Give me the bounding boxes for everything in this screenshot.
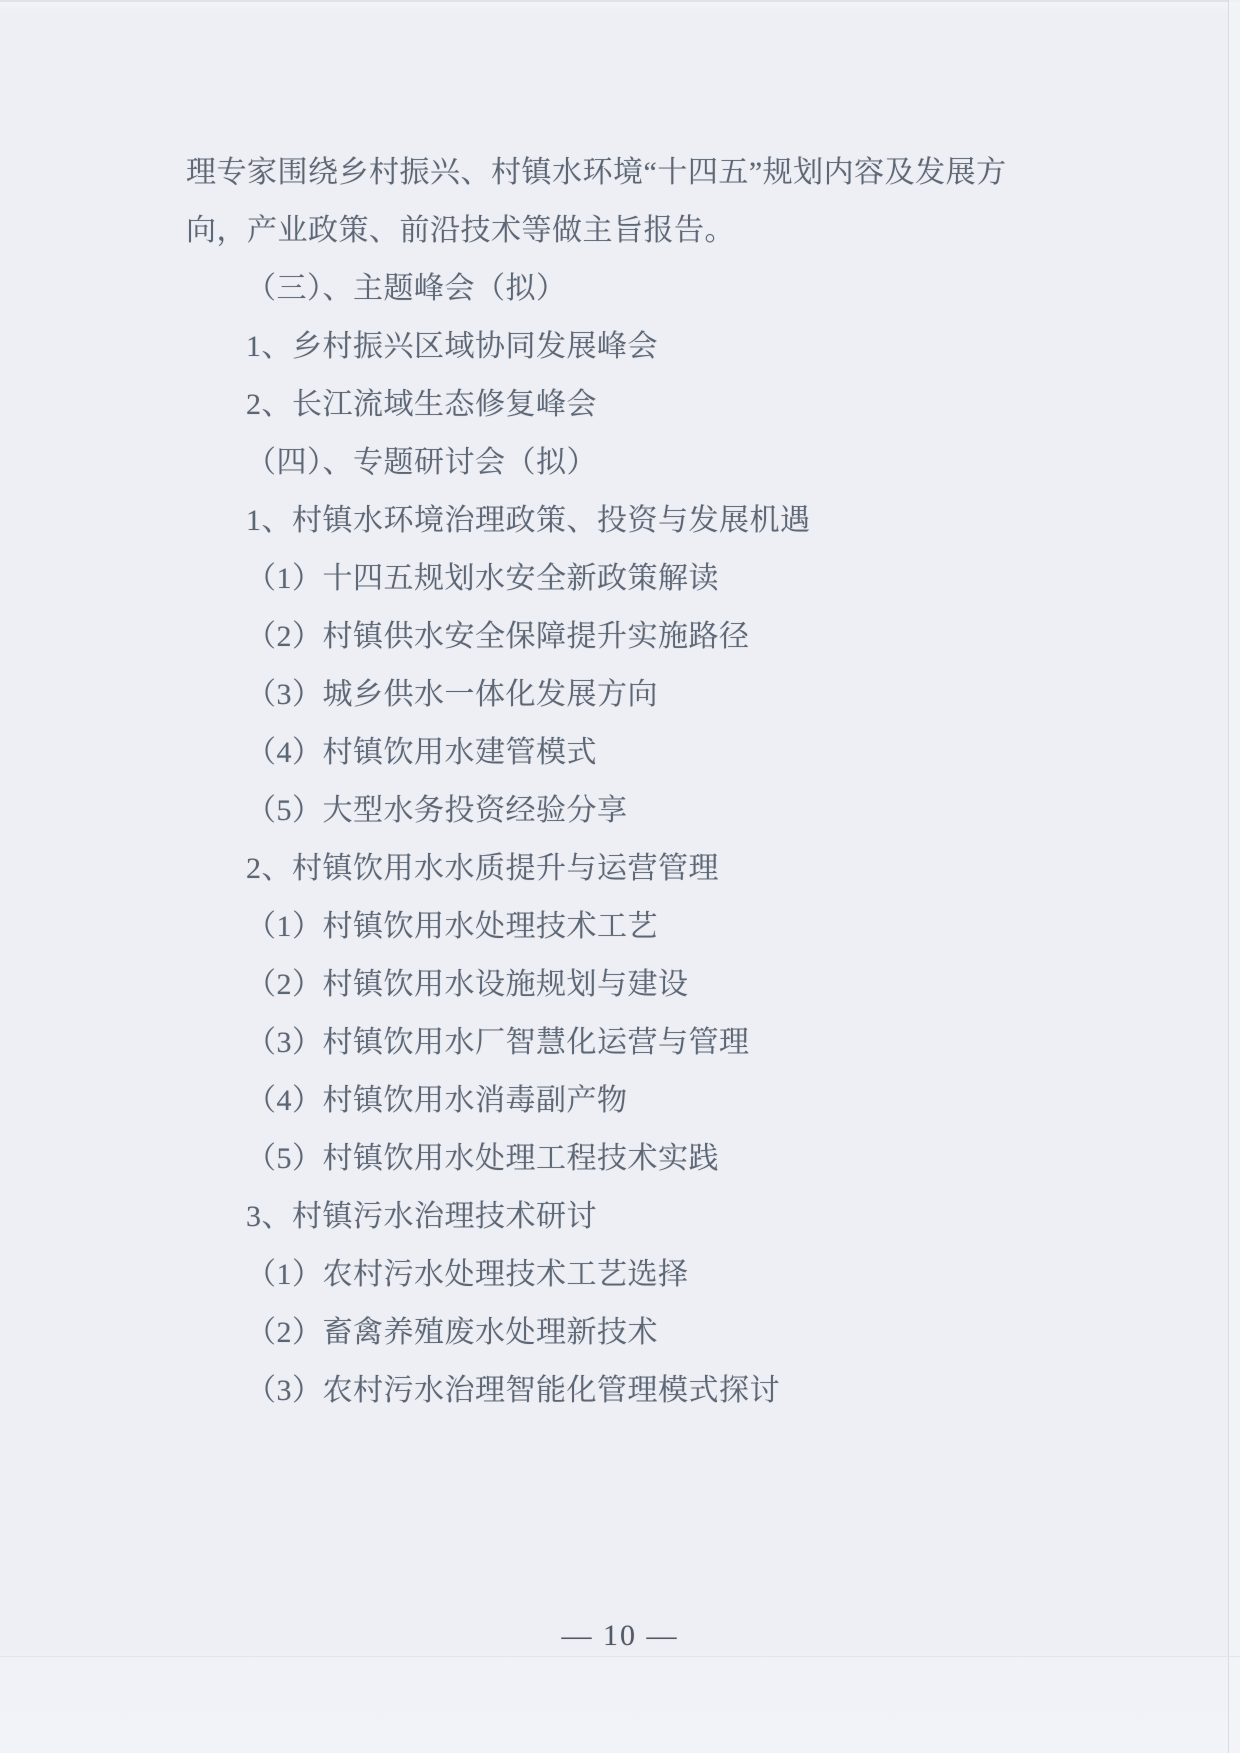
document-line [186, 1362, 1150, 1420]
document-line-text: （4）村镇饮用水建管模式 [246, 736, 597, 769]
document-line [186, 318, 1150, 376]
document-line-text: （1）村镇饮用水处理技术工艺 [246, 910, 658, 943]
document-line-text: （5）村镇饮用水处理工程技术实践 [246, 1142, 719, 1175]
document-line-text: 3、村镇污水治理技术研讨 [246, 1200, 597, 1233]
document-line [186, 1014, 1150, 1072]
document-line-text: （1）农村污水处理技术工艺选择 [246, 1258, 689, 1291]
document-line-text: （3）村镇饮用水厂智慧化运营与管理 [246, 1026, 750, 1059]
document-line-text: 2、长江流域生态修复峰会 [246, 388, 597, 421]
document-line-text: （3）城乡供水一体化发展方向 [246, 678, 658, 711]
document-line [186, 724, 1150, 782]
document-line-text: （2）村镇饮用水设施规划与建设 [246, 968, 689, 1001]
document-line-text: （1）十四五规划水安全新政策解读 [246, 562, 719, 595]
document-line [186, 1072, 1150, 1130]
document-line [186, 492, 1150, 550]
document-line-text: 理专家围绕乡村振兴、村镇水环境“十四五”规划内容及发展方 [186, 156, 1007, 189]
document-line [186, 666, 1150, 724]
scan-artifact-right-line [1228, 0, 1229, 1753]
page-number: — 10 — [561, 1619, 679, 1652]
scan-artifact-right-strip [1229, 0, 1240, 1753]
text-block [186, 144, 1150, 1420]
document-line [186, 1130, 1150, 1188]
document-line-text: （5）大型水务投资经验分享 [246, 794, 628, 827]
document-line-text: 1、村镇水环境治理政策、投资与发展机遇 [246, 504, 811, 537]
document-line [186, 1188, 1150, 1246]
document-line [186, 144, 1150, 202]
scan-artifact-top-edge [0, 0, 1240, 2]
document-line [186, 840, 1150, 898]
document-line [186, 1304, 1150, 1362]
document-line [186, 202, 1150, 260]
document-line [186, 608, 1150, 666]
document-line-text: （4）村镇饮用水消毒副产物 [246, 1084, 628, 1117]
document-line [186, 898, 1150, 956]
document-line [186, 782, 1150, 840]
document-line [186, 376, 1150, 434]
document-line-text: 向，产业政策、前沿技术等做主旨报告。 [186, 214, 735, 247]
document-line-text: 1、乡村振兴区域协同发展峰会 [246, 330, 658, 363]
document-line-text: （2）畜禽养殖废水处理新技术 [246, 1316, 658, 1349]
document-line [186, 550, 1150, 608]
document-line-text: （四）、专题研讨会（拟） [246, 446, 597, 479]
scan-artifact-bottom-edge [0, 1656, 1240, 1657]
document-line [186, 434, 1150, 492]
document-line [186, 1246, 1150, 1304]
document-line-text: （3）农村污水治理智能化管理模式探讨 [246, 1374, 780, 1407]
document-line-text: （2）村镇供水安全保障提升实施路径 [246, 620, 750, 653]
document-line [186, 956, 1150, 1014]
document-line [186, 260, 1150, 318]
document-line-text: 2、村镇饮用水水质提升与运营管理 [246, 852, 719, 885]
document-line-text: （三）、主题峰会（拟） [246, 272, 567, 305]
